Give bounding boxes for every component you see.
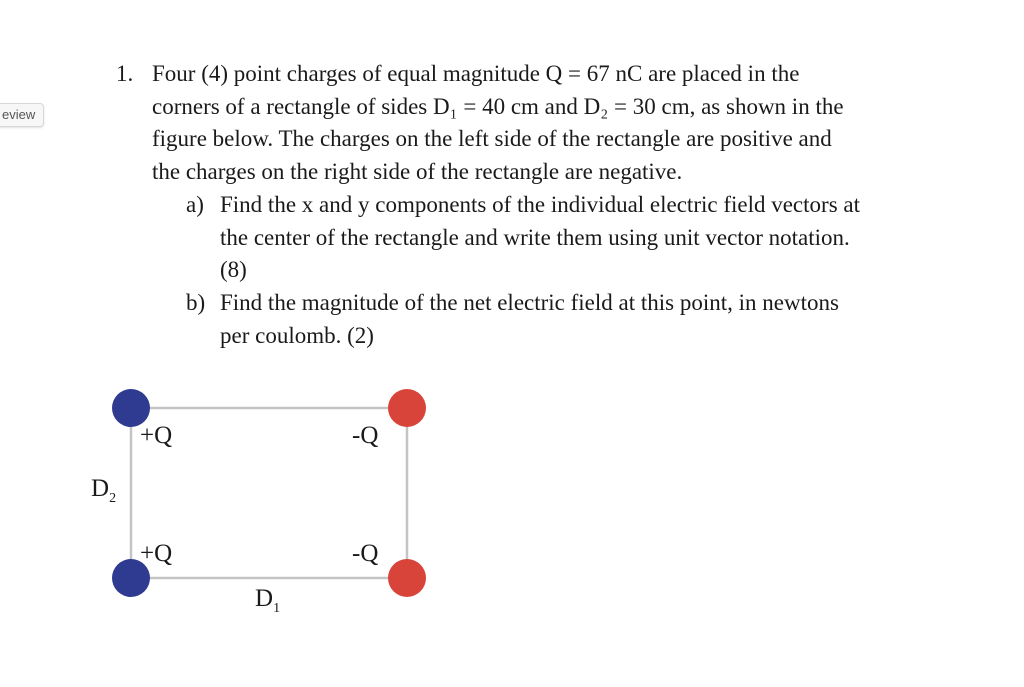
part-a-line: (8) bbox=[220, 257, 247, 283]
statement-line: corners of a rectangle of sides D₁ = 40 cm and D₂ = 30 cm, as shown in the bbox=[152, 93, 844, 119]
part-a-label: a) bbox=[186, 191, 204, 217]
part-a-line: Find the x and y components of the individual electric field vectors at bbox=[220, 191, 860, 217]
label-bottom-right: -Q bbox=[352, 540, 379, 567]
label-d2-subscript: 2 bbox=[109, 491, 117, 506]
part-b-label: b) bbox=[186, 289, 206, 315]
label-d1-letter: D bbox=[255, 585, 274, 612]
label-bottom-left: +Q bbox=[140, 540, 173, 567]
statement-line: the charges on the right side of the rectangle are negative. bbox=[152, 159, 683, 185]
problem-number: 1. bbox=[116, 61, 134, 86]
label-top-right: -Q bbox=[352, 422, 379, 449]
label-top-left: +Q bbox=[140, 422, 173, 449]
label-d2 bbox=[91, 475, 116, 506]
review-tab[interactable]: eview bbox=[0, 103, 44, 127]
statement-line: Four (4) point charges of equal magnitude Q = 67 nC are placed in the bbox=[152, 61, 800, 86]
label-d1-subscript: 1 bbox=[273, 601, 281, 616]
part-b-line: Find the magnitude of the net electric field at this point, in newtons bbox=[220, 289, 839, 315]
charge-top-right bbox=[388, 389, 426, 427]
label-d2-letter: D bbox=[91, 475, 110, 502]
part-b-line: per coulomb. (2) bbox=[220, 322, 374, 348]
part-a-line: the center of the rectangle and write them using unit vector notation. bbox=[220, 224, 850, 250]
label-d1 bbox=[255, 585, 280, 616]
statement-line: figure below. The charges on the left side of the rectangle are positive and bbox=[152, 126, 832, 152]
charge-bottom-right bbox=[388, 559, 426, 597]
